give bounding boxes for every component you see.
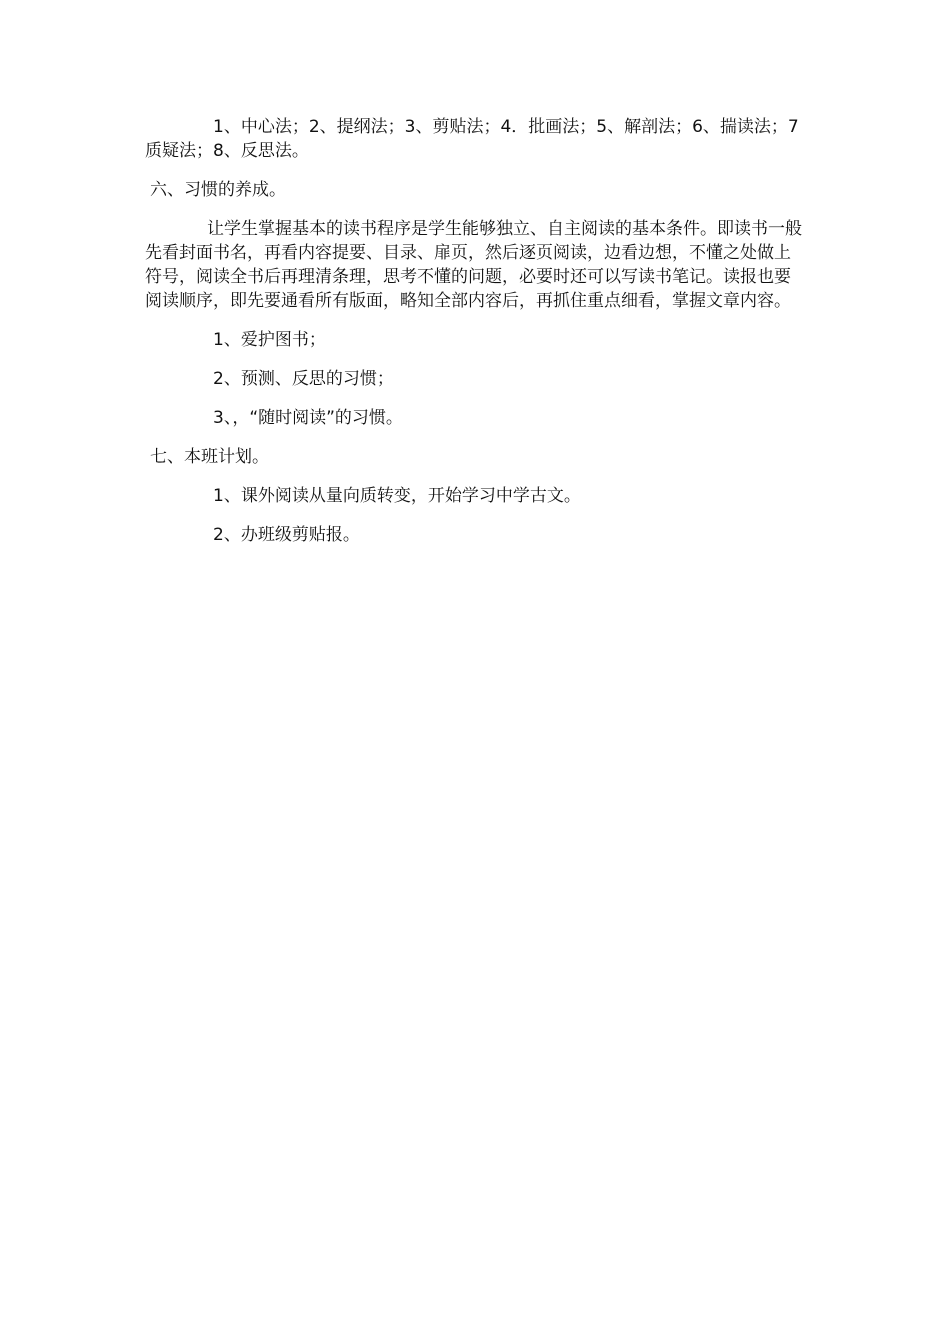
document-body — [145, 115, 807, 562]
list-item: 1、课外阅读从量向质转变，开始学习中学古文。 — [213, 486, 581, 506]
list-item: 3、，“随时阅读”的习惯。 — [213, 408, 403, 428]
reading-methods-line: 1、中心法；2、提纲法；3、剪贴法；4．批画法；5、解剖法；6、揣读法；7 质疑法；8、反思法。 — [145, 117, 799, 161]
list-item: 1、爱护图书； — [213, 330, 326, 350]
list-item: 2、办班级剪贴报。 — [213, 525, 360, 545]
section-heading-class-plan: 七、本班计划。 — [150, 447, 269, 467]
section-heading-habits: 六、习惯的养成。 — [150, 180, 286, 200]
habits-paragraph: 让学生掌握基本的读书程序是学生能够独立、自主阅读的基本条件。即读书一般先看封面书名，再看内容提要、目录、扉页，然后逐页阅读，边看边想，不懂之处做上符号，阅读全书后再理清条理，思考不懂的问题，必要时还可以写读书笔记。读报也要阅读顺序，即先要通看所有版面，略知全部内容后，再抓住重点细看，掌握文章内容。 — [145, 219, 802, 311]
list-item: 2、预测、反思的习惯； — [213, 369, 394, 389]
